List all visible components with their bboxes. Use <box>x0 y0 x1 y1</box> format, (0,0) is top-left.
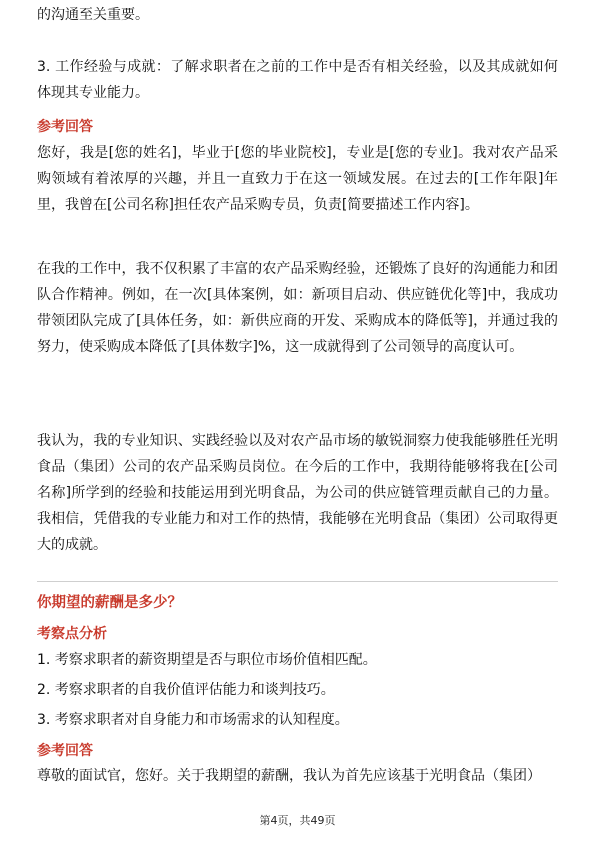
answer2-paragraph-start: 尊敬的面试官，您好。关于我期望的薪酬，我认为首先应该基于光明食品（集团） <box>37 768 541 784</box>
analysis-point: 2. 考察求职者的自我价值评估能力和谈判技巧。 <box>37 682 335 698</box>
analysis-point: 3. 考察求职者对自身能力和市场需求的认知程度。 <box>37 712 349 728</box>
answer1-heading: 参考回答 <box>37 119 93 135</box>
page-number: 第4页，共49页 <box>259 814 336 827</box>
answer1-paragraph-2: 在我的工作中，我不仅积累了丰富的农产品采购经验，还锻炼了良好的沟通能力和团队合作精神。例如，在一次[具体案例，如：新项目启动、供应链优化等]中，我成功带领团队完成了[具体任务，如：新供应商的开发、采购成本的降低等]，并通过我的努力，使采购成本降低了[具体数字]%，这一成就得到了公司领导的高度认可。 <box>37 261 558 355</box>
analysis-heading: 考察点分析 <box>37 626 107 642</box>
section-divider <box>37 581 558 582</box>
intro-item-3: 3. 工作经验与成就：了解求职者在之前的工作中是否有相关经验，以及其成就如何体现其专业能力。 <box>37 59 558 101</box>
question-title: 你期望的薪酬是多少？ <box>37 595 182 611</box>
answer1-paragraph-1: 您好，我是[您的姓名]，毕业于[您的毕业院校]，专业是[您的专业]。我对农产品采购领域有着浓厚的兴趣，并且一直致力于在这一领域发展。在过去的[工作年限]年里，我曾在[公司名称]担任农产品采购专员，负责[简要描述工作内容]。 <box>37 145 558 213</box>
answer2-heading: 参考回答 <box>37 743 93 759</box>
answer1-paragraph-3: 我认为，我的专业知识、实践经验以及对农产品市场的敏锐洞察力使我能够胜任光明食品（集团）公司的农产品采购员岗位。在今后的工作中，我期待能够将我在[公司名称]所学到的经验和技能运用到光明食品，为公司的供应链管理贡献自己的力量。我相信，凭借我的专业能力和对工作的热情，我能够在光明食品（集团）公司取得更大的成就。 <box>37 433 558 553</box>
intro-line-top: 的沟通至关重要。 <box>37 7 149 23</box>
analysis-point: 1. 考察求职者的薪资期望是否与职位市场价值相匹配。 <box>37 652 377 668</box>
